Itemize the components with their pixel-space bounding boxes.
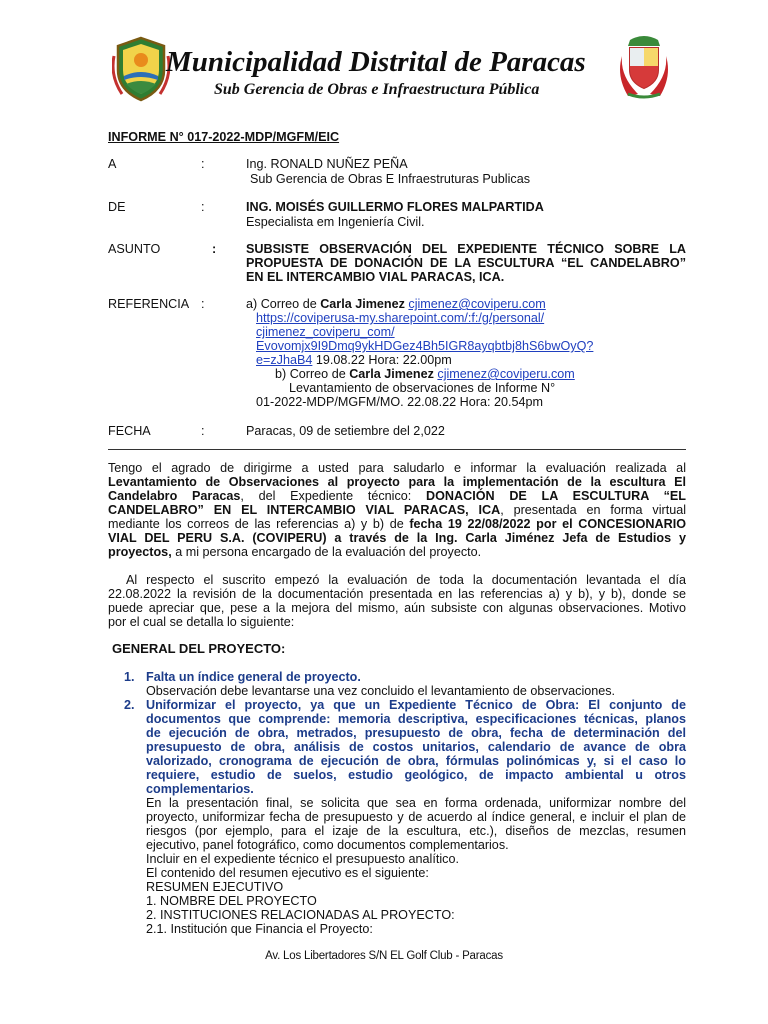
- p1-line-7-b: a mi persona encargado de la evaluación del proyecto.: [171, 545, 482, 559]
- subject-line-1: SUBSISTE OBSERVACIÓN DEL EXPEDIENTE TÉCNICO SOBRE LA: [246, 242, 686, 256]
- item-2-para-2: proyecto, uniformizar fecha de presupuesto y de acuerdo al índice general, e incluir el plan de: [146, 810, 686, 824]
- field-a-label: A: [108, 157, 117, 171]
- field-de-colon: :: [201, 200, 205, 214]
- ref-b-prefix: b) Correo de: [275, 367, 350, 381]
- p1-line-3: [108, 489, 686, 504]
- item-2-para-4: ejecutivo, panel fotográfico, como documentos complementarios.: [146, 838, 509, 852]
- p1-line-5-b: fecha 19 22/08/2022 por el CONCESIONARIO: [409, 517, 686, 531]
- field-de-title: Especialista em Ingeniería Civil.: [246, 215, 425, 229]
- ref-b-email-link[interactable]: cjimenez@coviperu.com: [437, 367, 575, 381]
- summary-heading: RESUMEN EJECUTIVO: [146, 880, 284, 894]
- ref-a-name: Carla Jimenez: [320, 297, 405, 311]
- p1-line-6: VIAL DEL PERU S.A. (COVIPERU) a través de la Ing. Carla Jiménez Jefa de Estudios y: [108, 531, 686, 545]
- header-divider: [108, 449, 686, 450]
- item-2-line-4: presupuesto de obra, análisis de costos unitarios, calendario de avance de obra: [146, 740, 686, 754]
- p2-line-1: Al respecto el suscrito empezó la evaluación de toda la documentación levantada el día: [126, 573, 686, 587]
- field-fecha-colon: :: [201, 424, 205, 438]
- item-2-para-5: Incluir en el expediente técnico el presupuesto analítico.: [146, 852, 459, 866]
- item-2-para-3: riesgos (por ejemplo, para el izaje de la escultura, etc.), diseños de mezclas, resumen: [146, 824, 686, 838]
- field-asunto-label: ASUNTO: [108, 242, 161, 256]
- p1-line-3-b: , del Expediente técnico:: [240, 489, 427, 503]
- ref-url-line-3[interactable]: Evovomjx9I9Dmq9ykHDGez4Bh5IGR8ayqbtbj8hS6bwOyQ?: [256, 339, 594, 353]
- item-2-para-1: En la presentación final, se solicita que sea en forma ordenada, uniformizar nombre del: [146, 796, 686, 810]
- item-2-line-3: de ejecución de obra, metrados, presupuesto de obra, fecha de determinación del: [146, 726, 686, 740]
- subject-line-3: EN EL INTERCAMBIO VIAL PARACAS, ICA.: [246, 270, 505, 284]
- ref-url-line-4: [256, 353, 452, 368]
- field-a-name: Ing. RONALD NUÑEZ PEÑA: [246, 157, 408, 171]
- ref-b-line-2: Levantamiento de observaciones de Informe N°: [289, 381, 556, 395]
- field-a-office: Sub Gerencia de Obras E Infraestruturas Publicas: [250, 172, 531, 186]
- national-coat-of-arms: [620, 30, 668, 100]
- item-2-line-2: documentos que comprende: memoria descriptiva, especificaciones técnicas, planos: [146, 712, 686, 726]
- p1-line-1: Tengo el agrado de dirigirme a usted para saludarlo e informar la evaluación realizada al: [108, 461, 686, 475]
- p1-line-4-b: , presentada en forma virtual: [500, 503, 686, 517]
- field-fecha-label: FECHA: [108, 424, 151, 438]
- municipal-shield-logo: [112, 36, 170, 102]
- item-1-number: 1.: [124, 670, 135, 684]
- item-1-title: Falta un índice general de proyecto.: [146, 670, 361, 684]
- ref-b-line-3: 01-2022-MDP/MGFM/MO. 22.08.22 Hora: 20.54pm: [256, 395, 543, 409]
- reference-b: [275, 367, 575, 382]
- ref-a-email-link[interactable]: cjimenez@coviperu.com: [408, 297, 546, 311]
- header-title: Municipalidad Distrital de Paracas: [166, 46, 586, 78]
- field-fecha-value: Paracas, 09 de setiembre del 2,022: [246, 424, 445, 438]
- field-de-label: DE: [108, 200, 126, 214]
- item-2-line-7: complementarios.: [146, 782, 254, 796]
- reference-a: [246, 297, 546, 312]
- report-number: INFORME N° 017-2022-MDP/MGFM/EIC: [108, 130, 340, 144]
- field-asunto-colon: :: [212, 242, 217, 256]
- summary-item-2: 2. INSTITUCIONES RELACIONADAS AL PROYECTO:: [146, 908, 455, 922]
- p1-line-7-a: proyectos,: [108, 545, 172, 559]
- summary-item-2-1: 2.1. Institución que Financia el Proyecto:: [146, 922, 373, 936]
- summary-item-1: 1. NOMBRE DEL PROYECTO: [146, 894, 317, 908]
- p1-line-4-a: CANDELABRO” EN EL INTERCAMBIO VIAL PARACAS, ICA: [108, 503, 501, 517]
- field-de-name: ING. MOISÉS GUILLERMO FLORES MALPARTIDA: [246, 200, 544, 214]
- item-2-line-5: valorizado, cronograma de ejecución de obra, fórmulas polinómicas y, si el caso lo: [146, 754, 686, 768]
- section-heading: GENERAL DEL PROYECTO:: [112, 641, 286, 656]
- p2-line-4: por el cual se detalla lo siguiente:: [108, 615, 295, 629]
- p1-line-3-a: Candelabro Paracas: [108, 489, 241, 503]
- ref-url-line-1[interactable]: https://coviperusa-my.sharepoint.com/:f:/g/personal/: [256, 311, 545, 325]
- item-2-para-6: El contenido del resumen ejecutivo es el siguiente:: [146, 866, 429, 880]
- field-ref-colon: :: [201, 297, 205, 311]
- item-1-text: Observación debe levantarse una vez concluido el levantamiento de observaciones.: [146, 684, 616, 698]
- field-ref-label: REFERENCIA: [108, 297, 190, 311]
- item-2-line-6: requiere, estudio de suelos, estudio geológico, de impacto ambiental u otros: [146, 768, 686, 782]
- p2-line-3: puede apreciar que, pese a la mejora del mismo, aún subsiste con algunas observaciones. Motivo: [108, 601, 686, 615]
- p1-line-5-a: mediante los correos de las referencias a) y b) de: [108, 517, 410, 531]
- ref-b-name: Carla Jimenez: [349, 367, 434, 381]
- p1-line-3-c: DONACIÓN DE LA ESCULTURA “EL: [426, 489, 686, 503]
- p1-line-2: Levantamiento de Observaciones al proyecto para la implementación de la escultura El: [108, 475, 686, 489]
- ref-a-date: 19.08.22 Hora: 22.00pm: [312, 353, 452, 367]
- item-2-line-1: Uniformizar el proyecto, ya que un Expediente Técnico de Obra: El conjunto de: [146, 698, 686, 712]
- field-a-colon: :: [201, 157, 205, 171]
- ref-url-tail-link[interactable]: e=zJhaB4: [256, 353, 313, 367]
- p2-line-2: 22.08.2022 la revisión de la documentación presentada en las referencias a) y b), y b), donde se: [108, 587, 686, 601]
- subject-line-2: PROPUESTA DE DONACIÓN DE LA ESCULTURA “EL CANDELABRO”: [246, 256, 686, 270]
- header-subtitle: Sub Gerencia de Obras e Infraestructura Pública: [214, 81, 540, 98]
- item-2-number: 2.: [124, 698, 135, 712]
- p1-line-7: [108, 545, 481, 560]
- footer-address: Av. Los Libertadores S/N EL Golf Club - Paracas: [265, 950, 503, 962]
- ref-url-line-2[interactable]: cjimenez_coviperu_com/: [256, 325, 395, 339]
- p1-line-4: [108, 503, 686, 518]
- ref-a-prefix: a) Correo de: [246, 297, 321, 311]
- p1-line-5: [108, 517, 686, 532]
